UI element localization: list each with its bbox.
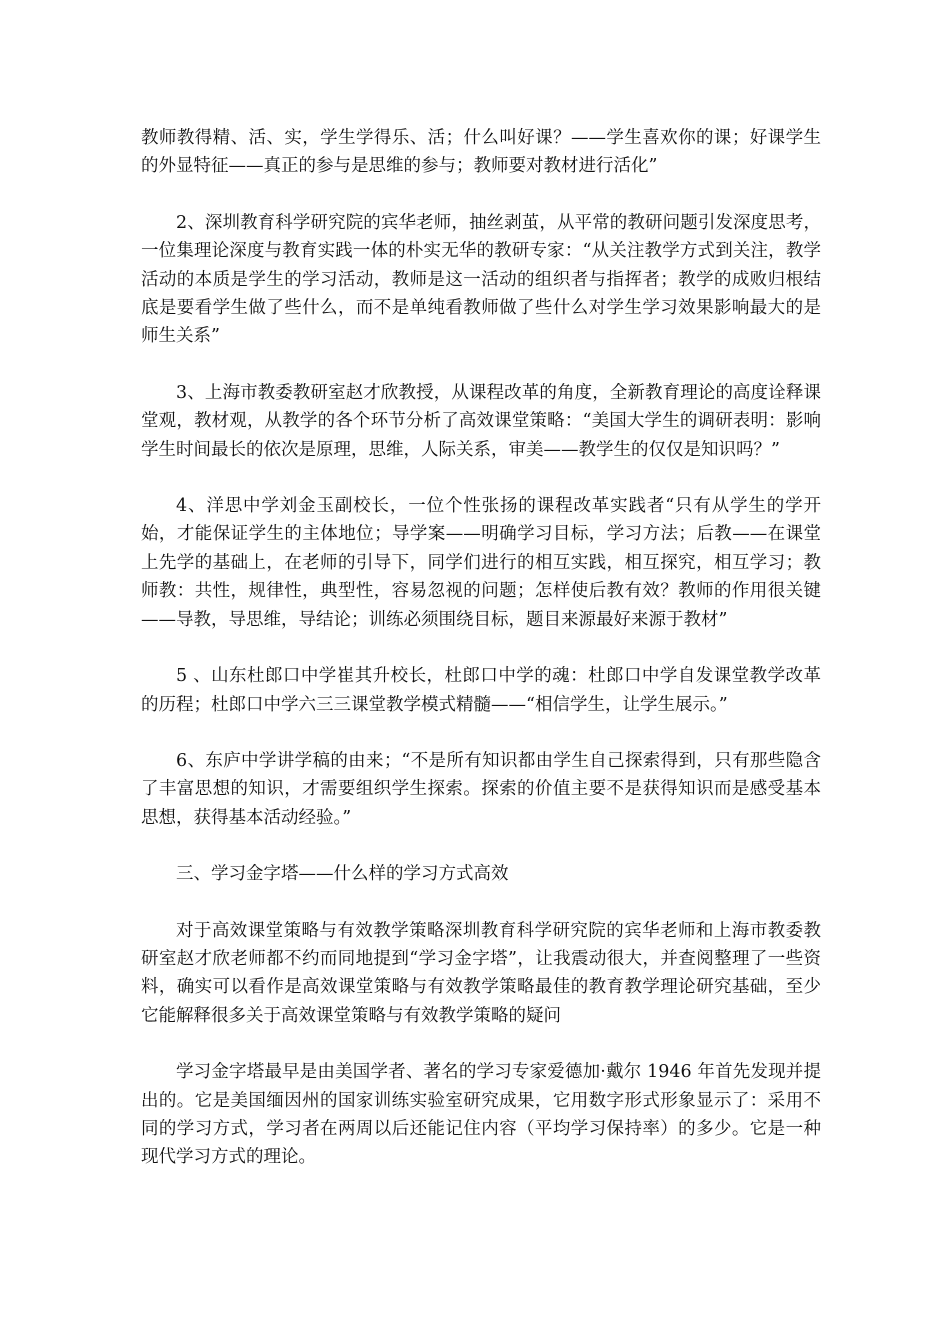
- paragraph-good-lesson-continuation: 教师教得精、活、实，学生学得乐、活；什么叫好课？——学生喜欢你的课；好课学生的外显特征——真正的参与是思维的参与；教师要对教材进行活化”: [141, 128, 821, 177]
- paragraph-item-6-donglu: 6、东庐中学讲学稿的由来；“不是所有知识都由学生自己探索得到，只有那些隐含了丰富思想的知识，才需要组织学生探索。探索的价值主要不是获得知识而是感受基本思想，获得基本活动经验。”: [141, 750, 821, 828]
- paragraph-item-5-dulangkou: 5 、山东杜郎口中学崔其升校长，杜郎口中学的魂：杜郎口中学自发课堂教学改革的历程；杜郎口中学六三三课堂教学模式精髓——“相信学生，让学生展示。”: [141, 666, 821, 715]
- paragraph-learning-pyramid-intro: 对于高效课堂策略与有效教学策略深圳教育科学研究院的宾华老师和上海市教委教研室赵才欣老师都不约而同地提到“学习金字塔”，让我震动很大，并查阅整理了一些资料，确实可以看作是高效课堂策略与有效教学策略最佳的教育教学理论研究基础，至少它能解释很多关于高效课堂策略与有效教学策略的疑问: [141, 920, 821, 1026]
- paragraph-item-2-binhua: 2、深圳教育科学研究院的宾华老师，抽丝剥茧，从平常的教研问题引发深度思考，一位集理论深度与教育实践一体的朴实无华的教研专家：“从关注教学方式到关注，教学活动的本质是学生的学习活动，教师是这一活动的组织者与指挥者；教学的成败归根结底是要看学生做了些什么，而不是单纯看教师做了些什么对学生学习效果影响最大的是师生关系”: [141, 212, 821, 347]
- section-heading-learning-pyramid: 三、学习金字塔——什么样的学习方式高效: [176, 864, 509, 885]
- paragraph-item-3-zhaocaixin: 3、上海市教委教研室赵才欣教授，从课程改革的角度，全新教育理论的高度诠释课堂观，教材观，从教学的各个环节分析了高效课堂策略：“美国大学生的调研表明：影响学生时间最长的依次是原理，思维，人际关系，审美——教学生的仅仅是知识吗？”: [141, 382, 821, 460]
- paragraph-learning-pyramid-origin: 学习金字塔最早是由美国学者、著名的学习专家爱德加·戴尔 1946 年首先发现并提出的。它是美国缅因州的国家训练实验室研究成果，它用数字形式形象显示了：采用不同的学习方式，学习者在两周以后还能记住内容（平均学习保持率）的多少。它是一种现代学习方式的理论。: [141, 1062, 821, 1168]
- document-body: [141, 124, 821, 1200]
- paragraph-item-4-yangsi: 4、洋思中学刘金玉副校长，一位个性张扬的课程改革实践者“只有从学生的学开始，才能保证学生的主体地位；导学案——明确学习目标，学习方法；后教——在课堂上先学的基础上，在老师的引导下，同学们进行的相互实践，相互探究，相互学习；教师教：共性，规律性，典型性，容易忽视的问题；怎样使后教有效？教师的作用很关键——导教，导思维，导结论；训练必须围绕目标，题目来源最好来源于教材”: [141, 496, 821, 630]
